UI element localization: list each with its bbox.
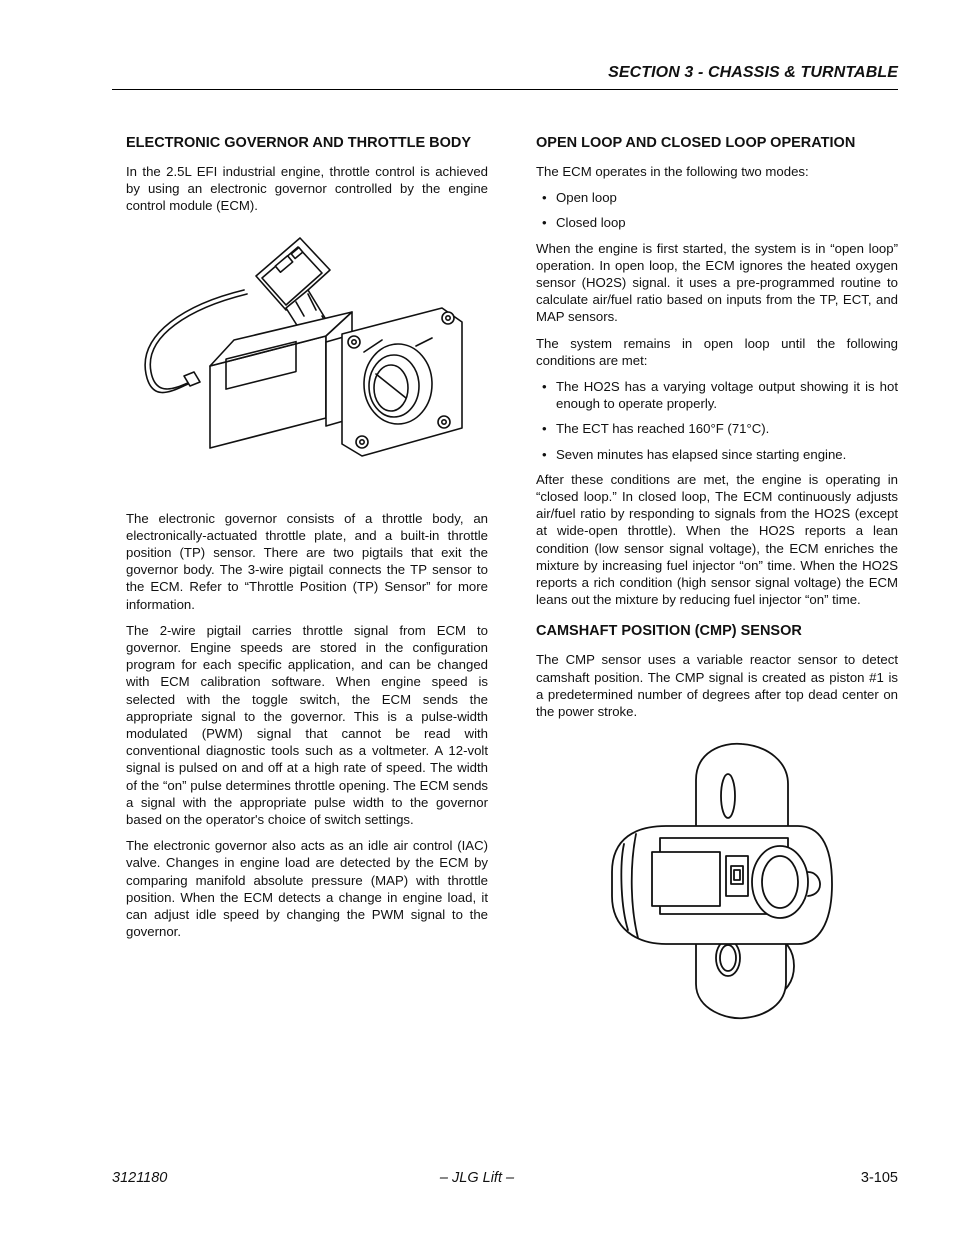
- modes-list: [536, 189, 898, 231]
- governor-intro: In the 2.5L EFI industrial engine, throttle control is achieved by using an electronic governor controlled by the engine control module (ECM).: [126, 164, 488, 214]
- footer-doc-number: 3121180: [112, 1170, 168, 1186]
- footer-page-number: 3-105: [860, 1170, 898, 1186]
- governor-paragraph-3: The electronic governor also acts as an idle air control (IAC) valve. Changes in engine load are detected by the ECM by comparing manifold absolute pressure (MAP) with throttle position. When the ECM detects a change in engine load, it can adjust idle speed by changing the PWM signal to the governor.: [126, 838, 488, 940]
- list-item: • The ECT has reached 160°F (71°C).: [536, 420, 898, 437]
- throttle-body-illustration-icon: [126, 224, 488, 496]
- governor-heading: ELECTRONIC GOVERNOR AND THROTTLE BODY: [126, 135, 472, 151]
- conditions-list: [536, 378, 898, 463]
- left-column: [126, 134, 488, 949]
- right-column: [536, 134, 898, 1024]
- list-item: • Open loop: [536, 189, 898, 206]
- governor-paragraph-1: The electronic governor consists of a throttle body, an electronically-actuated throttle plate, and a built-in throttle position (TP) sensor. There are two pigtails that exit the governor body. The 3-wire pigtail connects the TP sensor to the ECM. Refer to “Throttle Position (TP) Sensor” for more information.: [126, 510, 488, 612]
- cmp-sensor-illustration-icon: [536, 734, 898, 1024]
- footer-brand: – JLG Lift –: [439, 1170, 515, 1186]
- list-item: • The HO2S has a varying voltage output showing it is hot enough to operate properly.: [536, 378, 898, 412]
- list-item: • Closed loop: [536, 214, 898, 231]
- loop-operation-heading: OPEN LOOP AND CLOSED LOOP OPERATION: [536, 135, 856, 151]
- header-divider: [112, 89, 898, 90]
- open-loop-paragraph: When the engine is first started, the system is in “open loop” operation. In open loop, the ECM ignores the heated oxygen sensor (HO2S) signal. it uses a pre-programmed routine to calculate air/fuel ratio based on inputs from the TP, ECT, and MAP sensors.: [536, 240, 898, 325]
- conditions-intro: The system remains in open loop until the following conditions are met:: [536, 335, 898, 368]
- section-title: SECTION 3 - CHASSIS & TURNTABLE: [608, 64, 898, 81]
- cmp-sensor-paragraph: The CMP sensor uses a variable reactor sensor to detect camshaft position. The CMP signal is created as piston #1 is a predetermined number of degrees after top dead center on the power stroke.: [536, 652, 898, 720]
- loop-intro: The ECM operates in the following two modes:: [536, 164, 809, 179]
- governor-paragraph-2: The 2-wire pigtail carries throttle signal from ECM to governor. Engine speeds are stored in the configuration program for each specific application, and can be changed with ECM calibration software. When engine speed is selected with the toggle switch, the ECM sends the appropriate signal to the governor. This is a pulse-width modulated (PWM) signal that cannot be read with conventional diagnostic tools such as a voltmeter. A 12-volt signal is pulsed on and off at a high rate of speed. The width of the “on” pulse determines throttle opening. The ECM sends a signal with the appropriate pulse width to the governor based on the operator's choice of switch settings.: [126, 622, 488, 828]
- cmp-sensor-heading: CAMSHAFT POSITION (CMP) SENSOR: [536, 623, 802, 640]
- closed-loop-paragraph: After these conditions are met, the engine is operating in “closed loop.” In closed loop, The ECM continuously adjusts air/fuel ratio by responding to signals from the HO2S (except at wide-open throttle). When the HO2S reports a lean condition (low sensor signal voltage), the ECM enriches the mixture by increasing fuel injector “on” time. When the HO2S reports a rich condition (high sensor signal voltage) the ECM leans out the mixture by reducing fuel injector “on” time.: [536, 471, 898, 608]
- list-item: • Seven minutes has elapsed since starting engine.: [536, 446, 898, 463]
